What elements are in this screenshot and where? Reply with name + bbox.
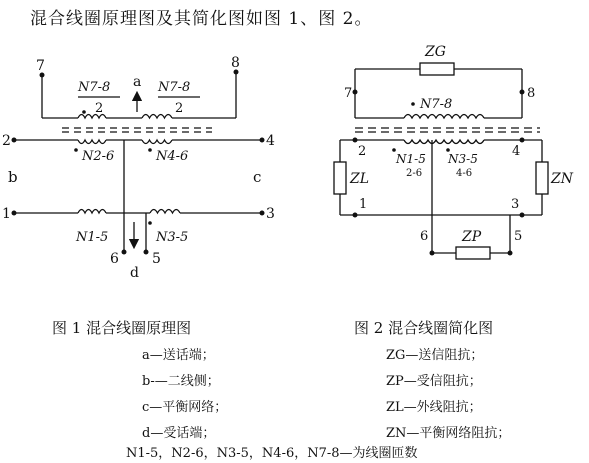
node-5-dot (508, 251, 513, 256)
fig2-winding-n35: N3-5 (448, 152, 478, 166)
fig1-terminal-3: 3 (266, 206, 275, 222)
terminal-5-dot (144, 250, 149, 255)
fig2-winding-n15: N1-5 (396, 152, 426, 166)
fig1-terminal-6: 6 (110, 251, 119, 267)
legend-left-item: a—送话端； (142, 348, 215, 363)
polarity-dot (82, 110, 86, 114)
node-4-dot (520, 138, 525, 143)
fig1-label-b: b (8, 168, 18, 186)
polarity-dot (411, 102, 415, 106)
legend-left-item: c—平衡网络； (142, 400, 228, 415)
fig2-terminal-7: 7 (344, 86, 353, 101)
fig2-terminal-4: 4 (512, 144, 521, 159)
fig2-terminal-8: 8 (527, 86, 536, 101)
legend-note: N1-5，N2-6，N3-5，N4-6，N7-8—为线圈匝数 (126, 446, 418, 461)
impedance-zg-box (420, 63, 454, 75)
polarity-dot (148, 148, 152, 152)
fig2-terminal-5: 5 (514, 229, 523, 244)
fig2-caption: 图 2 混合线圈简化图 (354, 319, 494, 337)
node-7-dot (353, 90, 358, 95)
fig1-terminal-8: 8 (231, 55, 240, 71)
legend-left-item: b-—二线侧； (142, 374, 220, 389)
fig1-label-d: d (130, 265, 139, 281)
fig1-terminal-4: 4 (266, 133, 275, 149)
fig1-winding-n15: N1-5 (76, 230, 109, 245)
fig1-winding-n26: N2-6 (82, 149, 115, 164)
node-1-dot (353, 213, 358, 218)
polarity-dot (74, 148, 78, 152)
legend-right-item: ZL—外线阻抗； (386, 400, 482, 415)
fig1-label-c: c (253, 168, 262, 186)
intro-text: 混合线圈原理图及其简化图如图 1、图 2。 (30, 9, 373, 29)
node-2-dot (353, 138, 358, 143)
fig1-winding-n35: N3-5 (156, 230, 189, 245)
legend-right-item: ZN—平衡网络阻抗； (386, 426, 511, 441)
fig1-caption: 图 1 混合线圈原理图 (52, 319, 192, 337)
node-8-dot (520, 90, 525, 95)
fig2-winding-n26: 2-6 (406, 168, 423, 179)
legend (126, 347, 510, 461)
node-6-dot (430, 251, 435, 256)
fig2-terminal-6: 6 (420, 229, 429, 244)
fig1-winding-n46: N4-6 (156, 149, 189, 164)
terminal-2-dot (12, 138, 17, 143)
fig2-terminal-3: 3 (511, 197, 520, 212)
fig1-label-a: a (133, 74, 142, 90)
fig1-terminal-7: 7 (36, 58, 45, 74)
terminal-6-dot (122, 250, 127, 255)
impedance-zl-box (334, 162, 346, 194)
figure-1-dots (12, 70, 265, 255)
legend-left-item: d—受话端； (142, 426, 216, 441)
fig1-winding-n78-right-denominator: 2 (175, 101, 184, 116)
fig1-winding-n78-left: N7-8 (78, 80, 111, 95)
terminal-4-dot (260, 138, 265, 143)
fig2-impedance-zg: ZG (425, 44, 446, 60)
fig2-impedance-zp: ZP (462, 229, 482, 245)
fig1-terminal-5: 5 (152, 251, 161, 267)
legend-right-item: ZP—受信阻抗； (386, 374, 482, 389)
fig1-terminal-1: 1 (2, 206, 11, 222)
terminal-1-dot (12, 211, 17, 216)
fig2-impedance-zl: ZL (350, 171, 370, 187)
polarity-dot (148, 221, 152, 225)
figure-1 (14, 72, 262, 252)
impedance-zp-box (456, 247, 490, 259)
fig1-terminal-2: 2 (2, 133, 11, 149)
fig2-impedance-zn: ZN (551, 171, 573, 187)
fig1-winding-n78-left-denominator: 2 (95, 101, 104, 116)
fig2-terminal-2: 2 (358, 144, 367, 159)
impedance-zn-box (536, 162, 548, 194)
fig1-winding-n78-right: N7-8 (158, 80, 191, 95)
node-3-dot (520, 213, 525, 218)
fig2-terminal-1: 1 (359, 197, 368, 212)
legend-right-item: ZG—送信阻抗； (386, 348, 484, 363)
fig2-winding-n78: N7-8 (420, 97, 453, 112)
terminal-3-dot (260, 211, 265, 216)
fig2-winding-n46: 4-6 (456, 168, 473, 179)
